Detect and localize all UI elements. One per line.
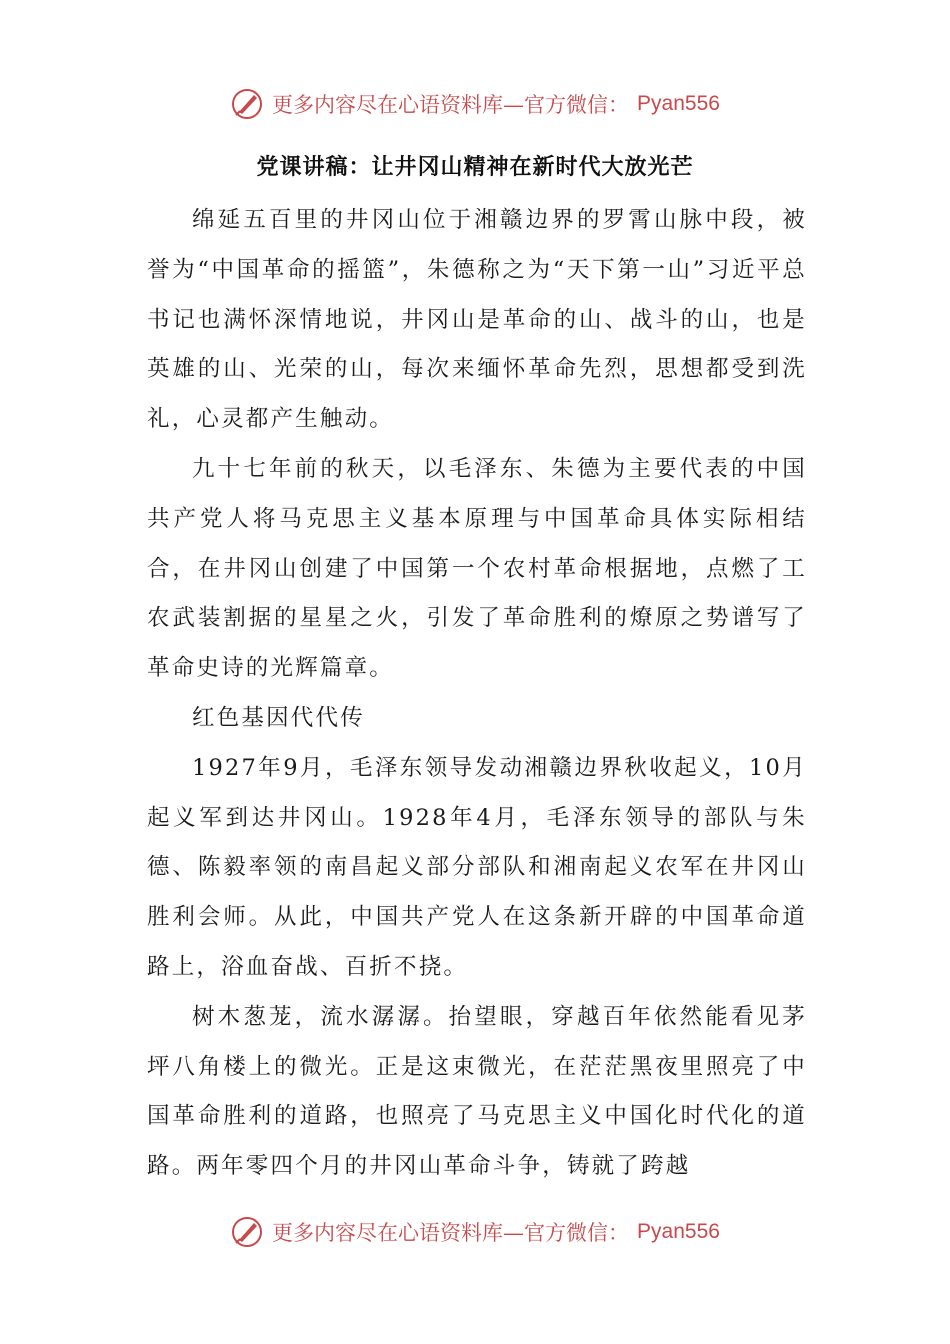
document-body — [147, 196, 807, 1192]
footer-banner — [0, 1212, 950, 1252]
paragraph: 1927年9月，毛泽东领导发动湘赣边界秋收起义，10月起义军到达井冈山。1928年4月，毛泽东领导的部队与朱德、陈毅率领的南昌起义部分部队和湘南起义农军在井冈山胜利会师。从此，中国共产党人在这条新开辟的中国革命道路上，浴血奋战、百折不挠。 — [147, 754, 807, 980]
paragraph: 树木葱茏，流水潺潺。抬望眼，穿越百年依然能看见茅坪八角楼上的微光。正是这束微光，在茫茫黑夜里照亮了中国革命胜利的道路，也照亮了马克思主义中国化时代化的道路。两年零四个月的井冈山革命斗争，铸就了跨越 — [147, 1003, 807, 1180]
section-heading: 红色基因代代传 — [192, 704, 365, 731]
paragraph: 九十七年前的秋天，以毛泽东、朱德为主要代表的中国共产党人将马克思主义基本原理与中国革命具体实际相结合，在井冈山创建了中国第一个农村革命根据地，点燃了工农武装割据的星星之火，引发了革命胜利的燎原之势谱写了革命史诗的光辉篇章。 — [147, 455, 807, 682]
document-title: 党课讲稿：让井冈山精神在新时代大放光芒 — [256, 155, 694, 180]
paragraph: 绵延五百里的井冈山位于湘赣边界的罗霄山脉中段，被誉为“中国革命的摇篮”，朱德称之为“天下第一山”习近平总书记也满怀深情地说，井冈山是革命的山、战斗的山，也是英雄的山、光荣的山，每次来缅怀革命先烈，思想都受到洗礼，心灵都产生触动。 — [147, 207, 807, 433]
header-banner — [0, 84, 950, 124]
quill-logo-icon — [230, 87, 264, 121]
banner-wechat-handle: Pyan556 — [637, 1220, 720, 1243]
banner-wechat-handle: Pyan556 — [637, 92, 720, 115]
banner-text: 更多内容尽在心语资料库—官方微信： — [272, 1221, 630, 1245]
quill-logo-icon — [230, 1215, 264, 1249]
banner-text: 更多内容尽在心语资料库—官方微信： — [272, 93, 630, 117]
